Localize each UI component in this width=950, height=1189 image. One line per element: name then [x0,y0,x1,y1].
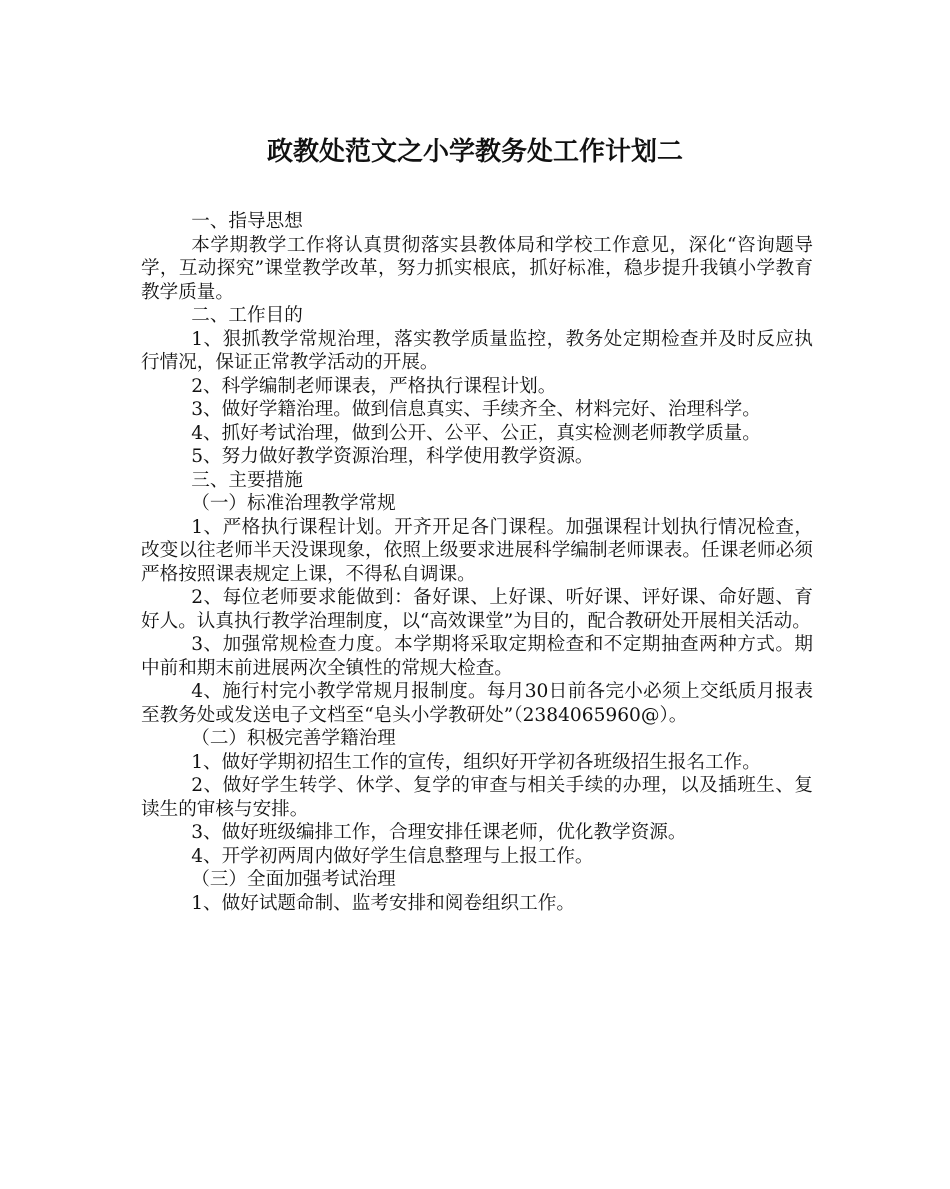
paragraph: 4、开学初两周内做好学生信息整理与上报工作。 [191,845,594,867]
section-heading-main-measures: 三、主要措施 [191,469,303,491]
paragraph: 2、每位老师要求能做到：备好课、上好课、听好课、评好课、命好题、育好人。认真执行教学治理制度，以“高效课堂”为目的，配合教研处开展相关活动。 [141,587,813,632]
paragraph: 3、加强常规检查力度。本学期将采取定期检查和不定期抽查两种方式。期中前和期末前进展两次全镇性的常规大检查。 [141,634,813,679]
paragraph: 3、做好班级编排工作，合理安排任课老师，优化教学资源。 [191,822,687,843]
paragraph: 2、科学编制老师课表，严格执行课程计划。 [191,375,557,397]
paragraph: 1、严格执行课程计划。开齐开足各门课程。加强课程计划执行情况检查，改变以往老师半天没课现象，依照上级要求进展科学编制老师课表。任课老师必须严格按照课表规定上课，不得私自调课。 [141,516,813,585]
paragraph: 1、做好试题命制、监考安排和阅卷组织工作。 [191,892,575,914]
document-body [141,210,813,915]
paragraph: 2、做好学生转学、休学、复学的审查与相关手续的办理，以及插班生、复读生的审核与安排。 [141,775,813,820]
subsection-heading: （二）积极完善学籍治理 [191,728,396,749]
paragraph: 1、做好学期初招生工作的宣传，组织好开学初各班级招生报名工作。 [191,751,761,773]
paragraph: 4、抓好考试治理，做到公开、公平、公正，真实检测老师教学质量。 [191,422,761,444]
section-heading-guiding-ideology: 一、指导思想 [191,211,303,232]
subsection-heading: （一）标准治理教学常规 [191,493,396,514]
subsection-heading: （三）全面加强考试治理 [191,869,396,890]
paragraph: 3、做好学籍治理。做到信息真实、手续齐全、材料完好、治理科学。 [191,399,761,420]
paragraph: 本学期教学工作将认真贯彻落实县教体局和学校工作意见，深化“咨询题导学，互动探究”课堂教学改革，努力抓实根底，抓好标准，稳步提升我镇小学教育教学质量。 [141,234,813,303]
document-title: 政教处范文之小学教务处工作计划二 [266,137,683,167]
paragraph: 4、施行村完小教学常规月报制度。每月30日前各完小必须上交纸质月报表至教务处或发送电子文档至“皂头小学教研处”（2384065960@）。 [141,681,813,726]
section-heading-work-goals: 二、工作目的 [191,305,303,326]
paragraph: 1、狠抓教学常规治理，落实教学质量监控，教务处定期检查并及时反应执行情况，保证正常教学活动的开展。 [141,328,813,373]
paragraph: 5、努力做好教学资源治理，科学使用教学资源。 [191,446,594,467]
